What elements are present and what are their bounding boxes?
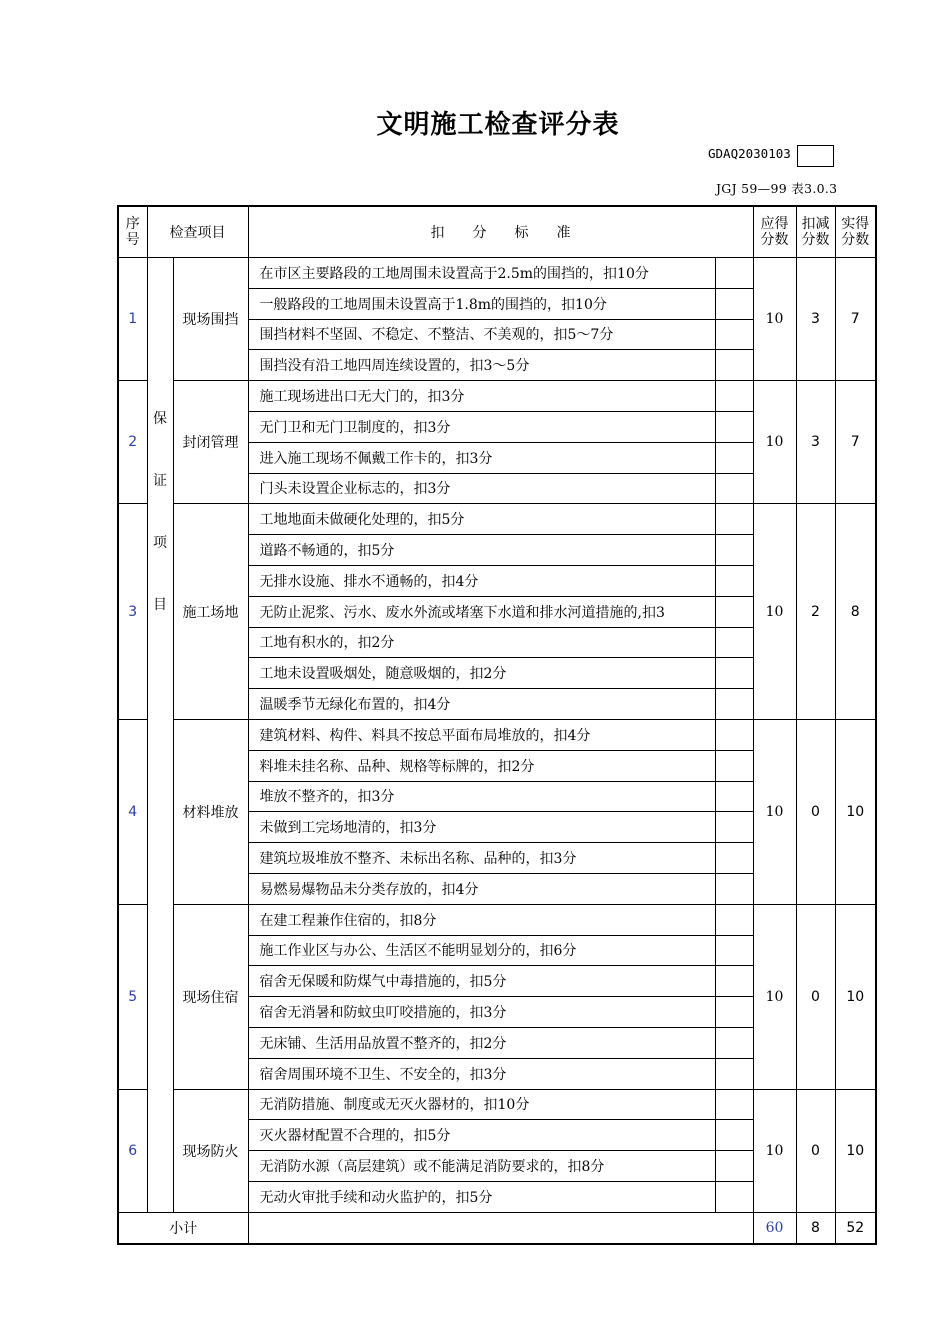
header-criteria: 扣 分 标 准 [248, 206, 753, 258]
header-row [118, 206, 876, 258]
table-row [118, 504, 876, 535]
criteria-deduct-cell[interactable] [715, 535, 753, 566]
actual-score: 8 [835, 504, 876, 720]
criteria-text: 堆放不整齐的，扣3分 [248, 781, 715, 812]
criteria-deduct-cell[interactable] [715, 288, 753, 319]
subtotal-deduct: 8 [796, 1212, 835, 1244]
check-item: 现场防火 [173, 1089, 248, 1212]
criteria-text: 一般路段的工地周围未设置高于1.8m的围挡的，扣10分 [248, 288, 715, 319]
criteria-deduct-cell[interactable] [715, 1089, 753, 1120]
criteria-text: 料堆未挂名称、品种、规格等标牌的，扣2分 [248, 750, 715, 781]
check-item: 施工场地 [173, 504, 248, 720]
criteria-deduct-cell[interactable] [715, 966, 753, 997]
criteria-text: 建筑材料、构件、料具不按总平面布局堆放的，扣4分 [248, 719, 715, 750]
criteria-text: 施工作业区与办公、生活区不能明显划分的，扣6分 [248, 935, 715, 966]
criteria-text: 工地有积水的，扣2分 [248, 627, 715, 658]
criteria-text: 工地地面未做硬化处理的，扣5分 [248, 504, 715, 535]
should-score: 10 [753, 1089, 796, 1212]
deduct-score: 2 [796, 504, 835, 720]
criteria-deduct-cell[interactable] [715, 1027, 753, 1058]
row-number: 4 [118, 719, 147, 904]
criteria-deduct-cell[interactable] [715, 258, 753, 289]
actual-score: 10 [835, 1089, 876, 1212]
criteria-deduct-cell[interactable] [715, 873, 753, 904]
deduct-score: 3 [796, 381, 835, 504]
check-item: 封闭管理 [173, 381, 248, 504]
check-item: 材料堆放 [173, 719, 248, 904]
subtotal-blank [248, 1212, 753, 1244]
actual-score: 7 [835, 258, 876, 381]
row-number: 3 [118, 504, 147, 720]
criteria-deduct-cell[interactable] [715, 843, 753, 874]
criteria-text: 在市区主要路段的工地周围未设置高于2.5m的围挡的，扣10分 [248, 258, 715, 289]
criteria-deduct-cell[interactable] [715, 1151, 753, 1182]
deduct-score: 0 [796, 1089, 835, 1212]
criteria-deduct-cell[interactable] [715, 935, 753, 966]
criteria-text: 灭火器材配置不合理的，扣5分 [248, 1120, 715, 1151]
criteria-deduct-cell[interactable] [715, 596, 753, 627]
subtotal-actual: 52 [835, 1212, 876, 1244]
row-number: 5 [118, 904, 147, 1089]
header-actual: 实得 分数 [835, 206, 876, 258]
standard-reference: JGJ 59—99 表3.0.3 [716, 181, 838, 196]
criteria-deduct-cell[interactable] [715, 812, 753, 843]
criteria-deduct-cell[interactable] [715, 319, 753, 350]
criteria-text: 温暖季节无绿化布置的，扣4分 [248, 689, 715, 720]
actual-score: 7 [835, 381, 876, 504]
check-item: 现场住宿 [173, 904, 248, 1089]
criteria-deduct-cell[interactable] [715, 411, 753, 442]
row-number: 2 [118, 381, 147, 504]
should-score: 10 [753, 504, 796, 720]
criteria-deduct-cell[interactable] [715, 719, 753, 750]
criteria-deduct-cell[interactable] [715, 658, 753, 689]
subtotal-should: 60 [753, 1212, 796, 1244]
score-table [117, 205, 877, 1245]
criteria-deduct-cell[interactable] [715, 442, 753, 473]
table-row [118, 258, 876, 289]
criteria-text: 围挡没有沿工地四周连续设置的，扣3～5分 [248, 350, 715, 381]
table-row [118, 719, 876, 750]
should-score: 10 [753, 719, 796, 904]
should-score: 10 [753, 258, 796, 381]
page-title: 文明施工检查评分表 [376, 110, 620, 140]
criteria-text: 进入施工现场不佩戴工作卡的，扣3分 [248, 442, 715, 473]
form-code-box[interactable] [797, 145, 834, 167]
category-char: 项 [153, 535, 167, 551]
header-should: 应得 分数 [753, 206, 796, 258]
deduct-score: 0 [796, 904, 835, 1089]
subtotal-label: 小计 [118, 1212, 248, 1244]
criteria-text: 施工现场进出口无大门的，扣3分 [248, 381, 715, 412]
criteria-deduct-cell[interactable] [715, 1058, 753, 1089]
criteria-text: 无门卫和无门卫制度的，扣3分 [248, 411, 715, 442]
criteria-text: 宿舍周围环境不卫生、不安全的，扣3分 [248, 1058, 715, 1089]
table-row [118, 1089, 876, 1120]
criteria-text: 工地未设置吸烟处，随意吸烟的，扣2分 [248, 658, 715, 689]
criteria-text: 无防止泥浆、污水、废水外流或堵塞下水道和排水河道措施的,扣3 [248, 596, 715, 627]
criteria-text: 无动火审批手续和动火监护的，扣5分 [248, 1181, 715, 1212]
header-item: 检查项目 [147, 206, 248, 258]
actual-score: 10 [835, 904, 876, 1089]
criteria-deduct-cell[interactable] [715, 627, 753, 658]
category-char: 目 [153, 597, 167, 613]
criteria-text: 无消防措施、制度或无灭火器材的，扣10分 [248, 1089, 715, 1120]
header-seq: 序 号 [118, 206, 147, 258]
criteria-deduct-cell[interactable] [715, 473, 753, 504]
criteria-text: 未做到工完场地清的，扣3分 [248, 812, 715, 843]
should-score: 10 [753, 381, 796, 504]
subtotal-row [118, 1212, 876, 1244]
deduct-score: 3 [796, 258, 835, 381]
criteria-text: 无消防水源（高层建筑）或不能满足消防要求的，扣8分 [248, 1151, 715, 1182]
criteria-deduct-cell[interactable] [715, 1181, 753, 1212]
criteria-text: 建筑垃圾堆放不整齐、未标出名称、品种的，扣3分 [248, 843, 715, 874]
criteria-deduct-cell[interactable] [715, 997, 753, 1028]
criteria-deduct-cell[interactable] [715, 504, 753, 535]
row-number: 6 [118, 1089, 147, 1212]
category-char: 证 [153, 473, 167, 489]
criteria-text: 无床铺、生活用品放置不整齐的，扣2分 [248, 1027, 715, 1058]
criteria-text: 无排水设施、排水不通畅的，扣4分 [248, 565, 715, 596]
row-number: 1 [118, 258, 147, 381]
category-char: 保 [153, 411, 167, 427]
criteria-text: 宿舍无消暑和防蚊虫叮咬措施的，扣3分 [248, 997, 715, 1028]
criteria-deduct-cell[interactable] [715, 1120, 753, 1151]
criteria-text: 易燃易爆物品未分类存放的，扣4分 [248, 873, 715, 904]
criteria-text: 在建工程兼作住宿的，扣8分 [248, 904, 715, 935]
should-score: 10 [753, 904, 796, 1089]
actual-score: 10 [835, 719, 876, 904]
table-row [118, 904, 876, 935]
criteria-text: 围挡材料不坚固、不稳定、不整洁、不美观的，扣5～7分 [248, 319, 715, 350]
table-row [118, 381, 876, 412]
header-deduct: 扣减 分数 [796, 206, 835, 258]
criteria-text: 道路不畅通的，扣5分 [248, 535, 715, 566]
criteria-deduct-cell[interactable] [715, 689, 753, 720]
criteria-deduct-cell[interactable] [715, 565, 753, 596]
form-code: GDAQ2030103 [708, 146, 791, 161]
criteria-deduct-cell[interactable] [715, 350, 753, 381]
check-item: 现场围挡 [173, 258, 248, 381]
criteria-deduct-cell[interactable] [715, 381, 753, 412]
criteria-deduct-cell[interactable] [715, 781, 753, 812]
criteria-text: 门头未设置企业标志的，扣3分 [248, 473, 715, 504]
criteria-deduct-cell[interactable] [715, 904, 753, 935]
deduct-score: 0 [796, 719, 835, 904]
criteria-deduct-cell[interactable] [715, 750, 753, 781]
category-label [147, 258, 173, 1213]
criteria-text: 宿舍无保暖和防煤气中毒措施的，扣5分 [248, 966, 715, 997]
